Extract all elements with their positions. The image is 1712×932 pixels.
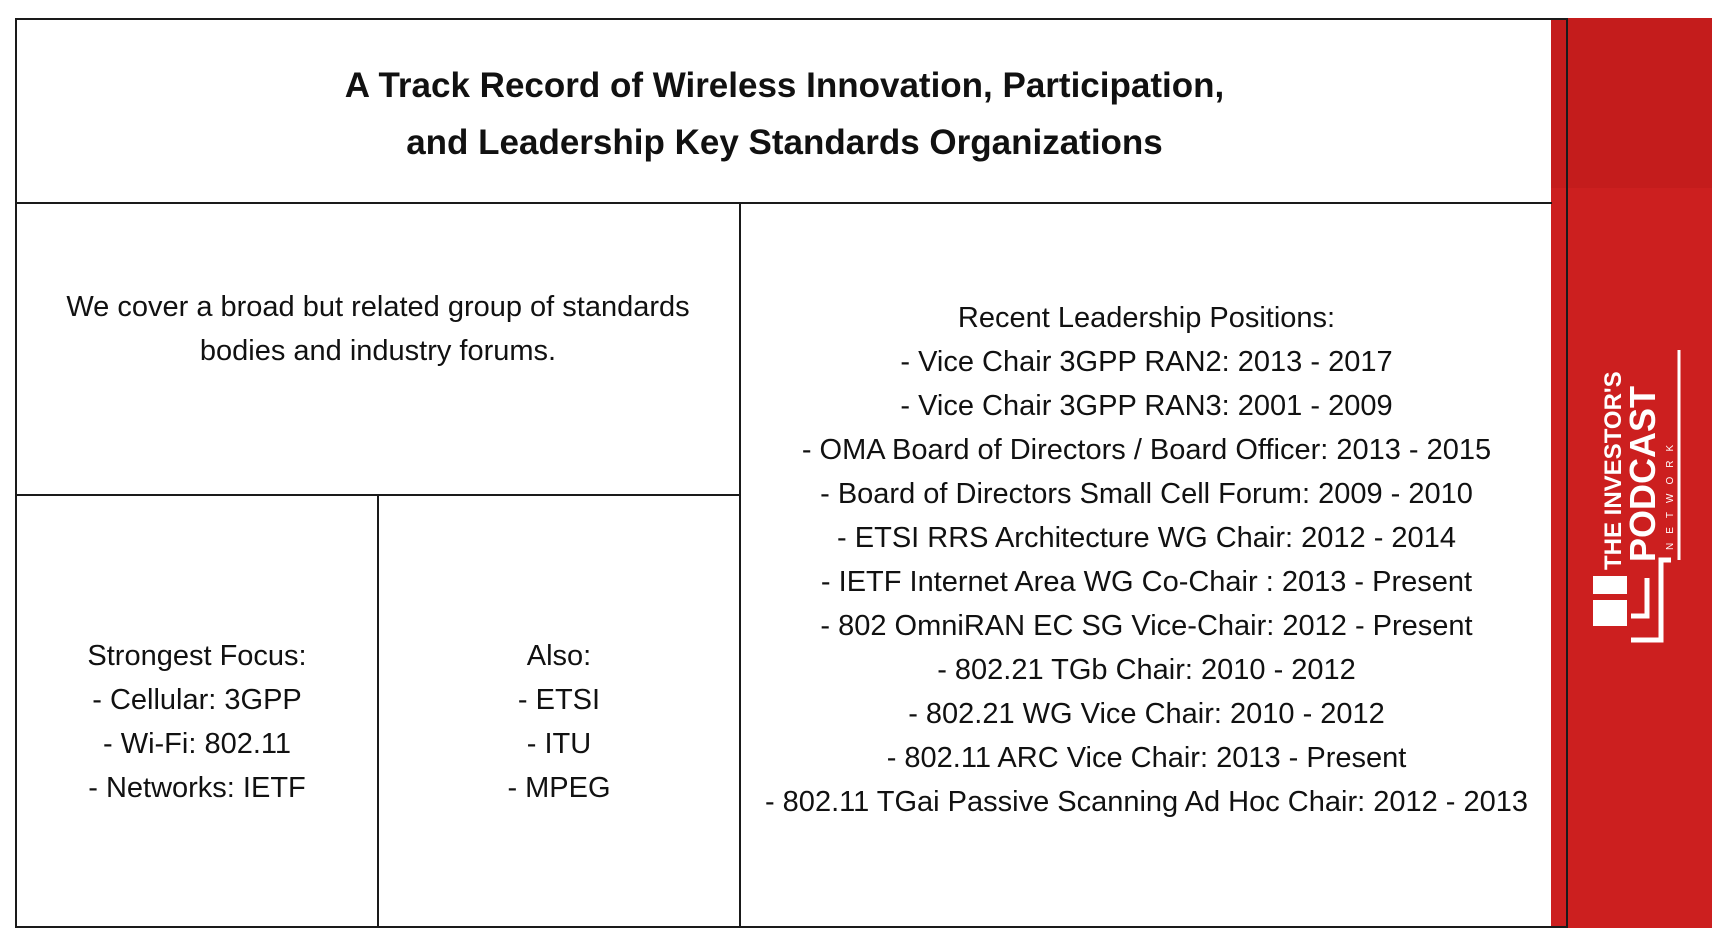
logo-line-network: NETWORK (1665, 435, 1676, 550)
list-item: - MPEG (507, 772, 611, 804)
page-title (345, 57, 1224, 171)
list-item: - 802.21 WG Vice Chair: 2010 - 2012 (908, 698, 1385, 730)
title-box (17, 20, 1552, 204)
list-item: - Vice Chair 3GPP RAN3: 2001 - 2009 (900, 390, 1393, 422)
brand-sidebar-top (1551, 18, 1712, 188)
title-line-2: and Leadership Key Standards Organizations (406, 123, 1163, 162)
also-cell (379, 496, 741, 926)
list-item: - Cellular: 3GPP (92, 684, 302, 716)
strongest-focus-cell (17, 496, 379, 926)
intro-line-2: bodies and industry forums. (199, 335, 557, 367)
list-item: - 802.21 TGb Chair: 2010 - 2012 (937, 654, 1356, 686)
logo-line-podcast: PODCAST (1622, 385, 1663, 562)
list-item: - 802.11 TGai Passive Scanning Ad Hoc Chair: 2012 - 2013 (764, 786, 1529, 818)
also-heading: Also: (526, 640, 592, 672)
list-item: - ETSI (517, 684, 601, 716)
leadership-cell (741, 204, 1552, 926)
intro-cell (17, 204, 741, 496)
list-item: - ITU (526, 728, 592, 760)
logo-mark-icon (1593, 560, 1671, 640)
slide-frame (15, 18, 1568, 928)
list-item: - IETF Internet Area WG Co-Chair : 2013 - Present (820, 566, 1473, 598)
intro-line-1: We cover a broad but related group of standards (66, 291, 690, 323)
leadership-heading: Recent Leadership Positions: (957, 302, 1336, 334)
list-item: - 802 OmniRAN EC SG Vice-Chair: 2012 - Present (820, 610, 1473, 642)
also-list (507, 634, 610, 810)
logo-line-the-investors: THE INVESTOR'S (1600, 371, 1627, 570)
strongest-focus-heading: Strongest Focus: (87, 640, 307, 672)
list-item: - ETSI RRS Architecture WG Chair: 2012 - 2014 (837, 522, 1456, 554)
podcast-network-logo (1575, 350, 1695, 650)
list-item: - OMA Board of Directors / Board Officer: 2013 - 2015 (801, 434, 1492, 466)
list-item: - 802.11 ARC Vice Chair: 2013 - Present (886, 742, 1407, 774)
title-line-1: A Track Record of Wireless Innovation, Participation, (344, 66, 1225, 105)
list-item: - Vice Chair 3GPP RAN2: 2013 - 2017 (900, 346, 1393, 378)
list-item: - Wi-Fi: 802.11 (102, 728, 291, 760)
list-item: - Networks: IETF (88, 772, 306, 804)
list-item: - Board of Directors Small Cell Forum: 2009 - 2010 (820, 478, 1473, 510)
leadership-list (765, 296, 1528, 824)
strongest-focus-list (87, 634, 306, 810)
